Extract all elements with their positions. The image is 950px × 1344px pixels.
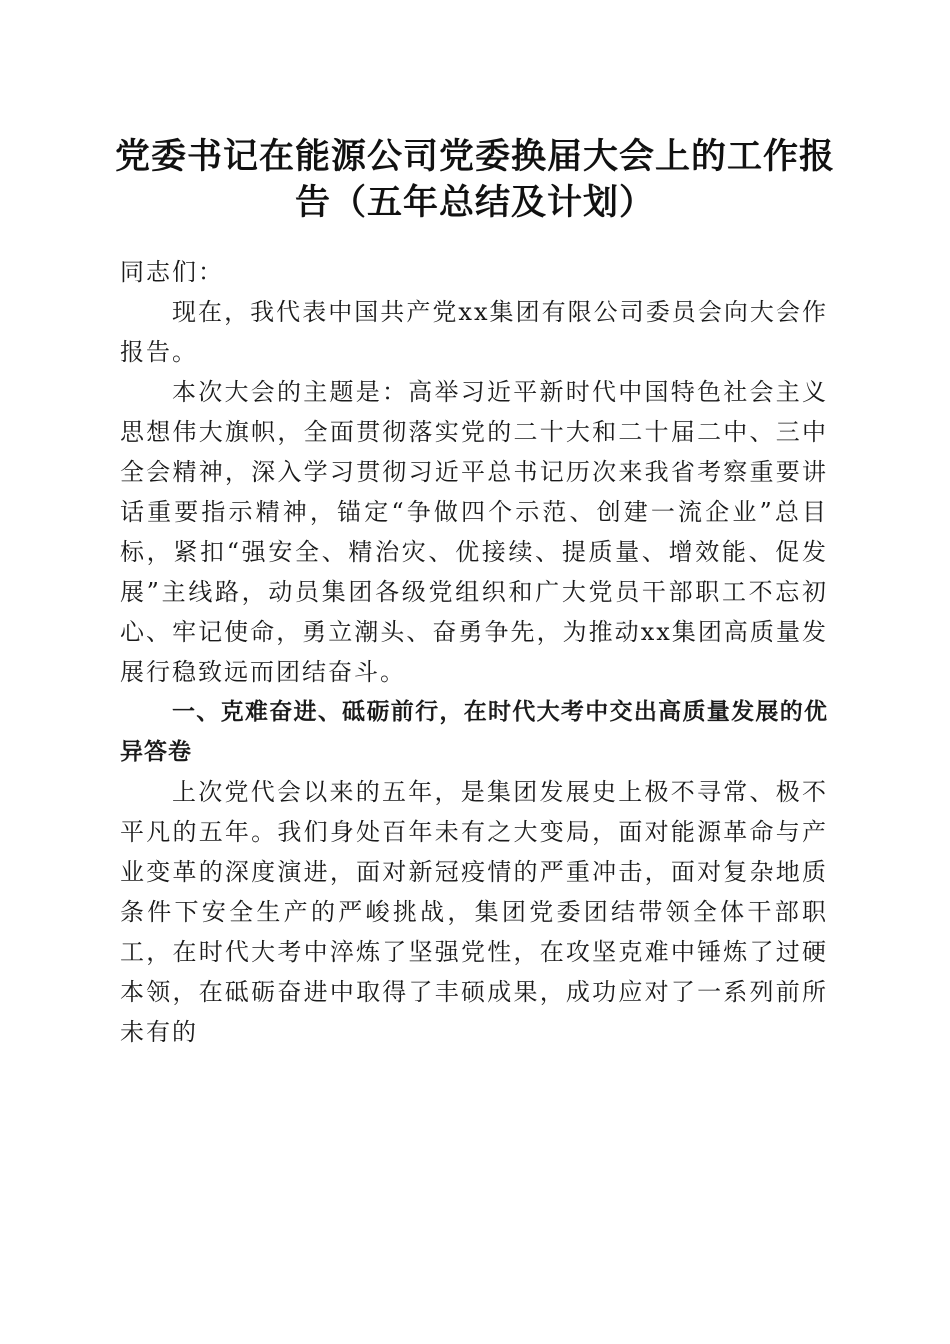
paragraph-section-1: 上次党代会以来的五年，是集团发展史上极不寻常、极不平凡的五年。我们身处百年未有之大变局，面对能源革命与产业变革的深度演进，面对新冠疫情的严重冲击，面对复杂地质条件下安全生产的严峻挑战，集团党委团结带领全体干部职工，在时代大考中淬炼了坚强党性，在攻坚克难中锤炼了过硬本领，在砥砺奋进中取得了丰硕成果，成功应对了一系列前所未有的 <box>120 778 828 1046</box>
paragraph-theme: 本次大会的主题是：高举习近平新时代中国特色社会主义思想伟大旗帜，全面贯彻落实党的二十大和二十届二中、三中全会精神，深入学习贯彻习近平总书记历次来我省考察重要讲话重要指示精神，锚定“争做四个示范、创建一流企业”总目标，紧扣“强安全、精治灾、优接续、提质量、增效能、促发展”主线路，动员集团各级党组织和广大党员干部职工不忘初心、牢记使命，勇立潮头、奋勇争先，为推动xx集团高质量发展行稳致远而团结奋斗。 <box>120 378 828 686</box>
salutation: 同志们： <box>120 258 224 286</box>
title-line-2: 告（五年总结及计划） <box>294 182 655 223</box>
paragraph-opening: 现在，我代表中国共产党xx集团有限公司委员会向大会作报告。 <box>120 298 828 366</box>
section-heading: 一、克难奋进、砥砺前行，在时代大考中交出高质量发展的优异答卷 <box>120 699 828 765</box>
document-body <box>120 252 828 1052</box>
title-line-1: 党委书记在能源公司党委换届大会上的工作报 <box>114 136 835 177</box>
document-title <box>110 134 840 226</box>
